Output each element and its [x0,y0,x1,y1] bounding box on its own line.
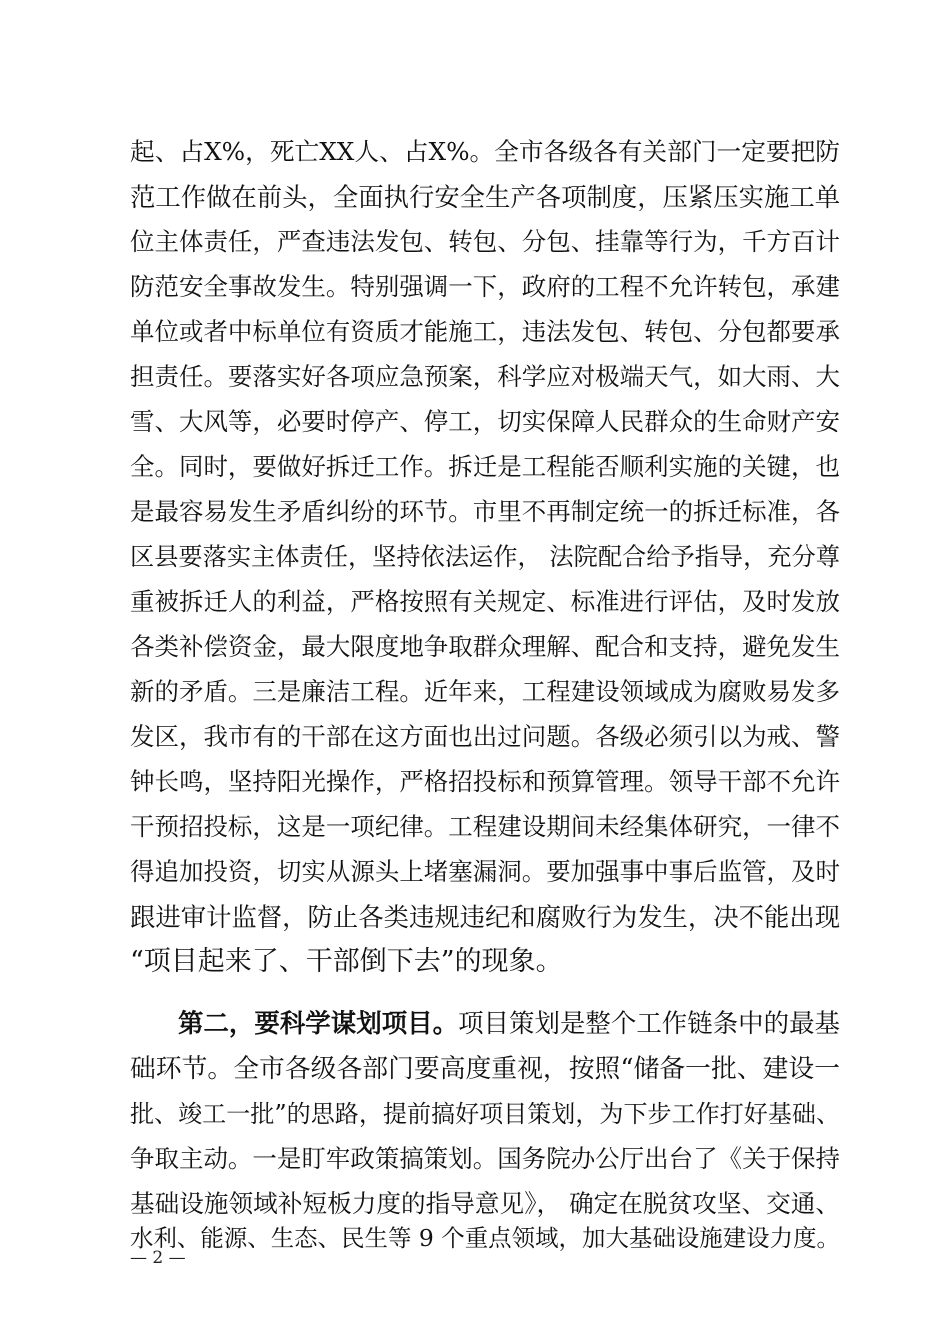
text-line: 跟进审计监督，防止各类违规违纪和腐败行为发生，决不能出现 [130,902,841,932]
text-line: “项目起来了、干部倒下去”的现象。 [130,946,563,977]
text-line: 钟长鸣，坚持阳光操作，严格招投标和预算管理。领导干部不允许 [130,767,840,796]
text-line: 全。同时，要做好拆迁工作。拆迁是工程能否顺利实施的关键，也 [130,452,840,481]
text-line: 雪、大风等，必要时停产、停工，切实保障人民群众的生命财产安 [130,407,840,436]
text-line: 各类补偿资金，最大限度地争取群众理解、配合和支持，避免发生 [130,632,840,661]
section-heading: 第二，要科学谋划项目。 [178,1009,459,1039]
text-line: 得追加投资，切实从源头上堵塞漏洞。要加强事中事后监管，及时 [130,857,840,886]
text-line: 是最容易发生矛盾纠纷的环节。市里不再制定统一的拆迁标准，各 [130,497,840,526]
text-line: 争取主动。一是盯牢政策搞策划。国务院办公厅出台了《关于保持 [130,1144,840,1173]
text-line: 区县要落实主体责任，坚持依法运作， 法院配合给予指导，充分尊 [130,543,840,571]
text-line: 单位或者中标单位有资质才能施工，违法发包、转包、分包都要承 [130,317,840,346]
text-span: 项目策划是整个工作链条中的最基 [458,1009,841,1039]
text-line: 范工作做在前头，全面执行安全生产各项制度，压紧压实施工单 [130,182,841,212]
text-line: 位主体责任，严查违法发包、转包、分包、挂靠等行为，千方百计 [130,227,840,256]
text-line: 干预招投标，这是一项纪律。工程建设期间未经集体研究，一律不 [130,812,840,841]
text-line: 重被拆迁人的利益，严格按照有关规定、标准进行评估，及时发放 [130,587,840,616]
text-line: 新的矛盾。三是廉洁工程。近年来，工程建设领域成为腐败易发多 [130,677,840,706]
text-line: 防范安全事故发生。特别强调一下，政府的工程不允许转包，承建 [130,272,840,301]
text-line: 础环节。全市各级各部门要高度重视，按照“储备一批、建设一 [130,1054,840,1084]
text-line: 水利、能源、生态、民生等 9 个重点领域，加大基础设施建设力度。 [130,1224,840,1252]
paragraph-2-first-line [178,1007,840,1041]
text-line: 基础设施领域补短板力度的指导意见》， 确定在脱贫攻坚、交通、 [130,1189,840,1218]
text-line: 发区，我市有的干部在这方面也出过问题。各级必须引以为戒、警 [130,722,840,751]
text-line: 担责任。要落实好各项应急预案，科学应对极端天气，如大雨、大 [130,362,840,391]
text-line: 起、占X%，死亡XX人、占X%。全市各级各有关部门一定要把防 [130,137,840,166]
text-line: 批、竣工一批”的思路，提前搞好项目策划，为下步工作打好基础、 [130,1100,840,1128]
page-number: — 2 — [130,1248,186,1268]
